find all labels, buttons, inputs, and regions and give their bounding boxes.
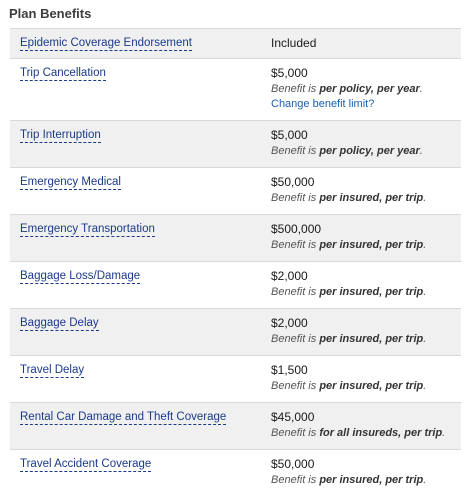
benefit-value: $500,000 — [271, 222, 322, 236]
benefit-row — [10, 167, 461, 214]
benefit-row — [10, 58, 461, 120]
benefit-row — [10, 261, 461, 308]
benefit-value: $5,000 — [271, 128, 308, 142]
benefit-value: Included — [271, 36, 317, 50]
benefit-name-link[interactable]: Emergency Transportation — [20, 223, 155, 235]
benefit-value: $50,000 — [271, 175, 315, 189]
benefit-value: $1,500 — [271, 363, 308, 377]
benefit-note: Benefit is for all insureds, per trip. — [271, 427, 446, 439]
benefit-note: Benefit is per policy, per year. — [271, 145, 423, 157]
benefit-note: Benefit is per policy, per year. — [271, 83, 423, 95]
benefit-name-link[interactable]: Trip Cancellation — [20, 67, 106, 79]
benefit-row — [10, 449, 461, 496]
benefit-row — [10, 355, 461, 402]
benefits-table — [10, 28, 461, 496]
benefit-name-link[interactable]: Rental Car Damage and Theft Coverage — [20, 411, 227, 423]
benefit-note: Benefit is per insured, per trip. — [271, 380, 427, 392]
benefit-note: Benefit is per insured, per trip. — [271, 239, 427, 251]
benefit-value: $2,000 — [271, 316, 308, 330]
benefit-value: $50,000 — [271, 457, 315, 471]
page-title: Plan Benefits — [9, 6, 92, 21]
benefit-name-link[interactable]: Epidemic Coverage Endorsement — [20, 37, 192, 49]
benefit-row — [10, 214, 461, 261]
benefit-name-link[interactable]: Travel Accident Coverage — [20, 458, 152, 470]
benefit-note: Benefit is per insured, per trip. — [271, 474, 427, 486]
benefit-row — [10, 28, 461, 58]
benefit-note: Benefit is per insured, per trip. — [271, 333, 427, 345]
change-benefit-limit-link[interactable]: Change benefit limit? — [271, 98, 375, 110]
benefit-name-link[interactable]: Travel Delay — [20, 364, 85, 376]
benefit-value: $45,000 — [271, 410, 315, 424]
benefit-value: $2,000 — [271, 269, 308, 283]
benefit-name-link[interactable]: Baggage Loss/Damage — [20, 270, 141, 282]
benefit-note: Benefit is per insured, per trip. — [271, 286, 427, 298]
benefit-name-link[interactable]: Emergency Medical — [20, 176, 121, 188]
benefit-row — [10, 308, 461, 355]
benefit-row — [10, 402, 461, 449]
benefit-name-link[interactable]: Trip Interruption — [20, 129, 101, 141]
benefit-row — [10, 120, 461, 167]
benefit-name-link[interactable]: Baggage Delay — [20, 317, 99, 329]
benefit-value: $5,000 — [271, 66, 308, 80]
benefit-note: Benefit is per insured, per trip. — [271, 192, 427, 204]
